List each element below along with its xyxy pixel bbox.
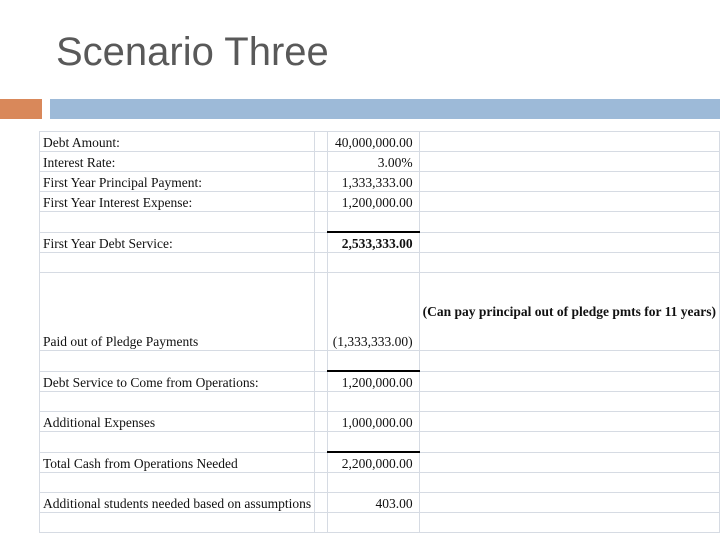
table-row: [40, 371, 720, 392]
row-note: (Can pay principal out of pledge pmts for 11 years): [419, 273, 719, 351]
table-row: [40, 273, 720, 351]
financial-table: [39, 131, 720, 533]
row-label: Debt Amount:: [40, 132, 315, 152]
table-row: [40, 253, 720, 273]
table-row: [40, 493, 720, 513]
row-value: 40,000,000.00: [327, 132, 419, 152]
table-row: [40, 232, 720, 253]
row-label: First Year Principal Payment:: [40, 172, 315, 192]
row-label: First Year Debt Service:: [40, 232, 315, 253]
row-value: 1,000,000.00: [327, 412, 419, 432]
row-label: Paid out of Pledge Payments: [40, 273, 315, 351]
table-row: [40, 473, 720, 493]
table-row: [40, 412, 720, 432]
row-label: Debt Service to Come from Operations:: [40, 371, 315, 392]
table-row: [40, 152, 720, 172]
row-value-total: 2,200,000.00: [327, 452, 419, 473]
row-label: Additional Expenses: [40, 412, 315, 432]
row-label: Total Cash from Operations Needed: [40, 452, 315, 473]
row-value: 403.00: [327, 493, 419, 513]
accent-bar-blue: [50, 99, 720, 119]
row-value: (1,333,333.00): [327, 273, 419, 351]
row-label: First Year Interest Expense:: [40, 192, 315, 212]
row-label: Interest Rate:: [40, 152, 315, 172]
table-row: [40, 513, 720, 533]
row-value: 1,333,333.00: [327, 172, 419, 192]
table-row: [40, 212, 720, 233]
table-row: [40, 192, 720, 212]
table-row: [40, 432, 720, 453]
row-value: 1,200,000.00: [327, 192, 419, 212]
row-value: 3.00%: [327, 152, 419, 172]
table-row: [40, 392, 720, 412]
table-row: [40, 452, 720, 473]
table-row: [40, 172, 720, 192]
slide-title: Scenario Three: [56, 30, 329, 74]
row-label: Additional students needed based on assumptions: [40, 493, 315, 513]
row-value-total: 2,533,333.00: [327, 232, 419, 253]
table-row: [40, 351, 720, 372]
accent-bar-orange: [0, 99, 42, 119]
row-value-total: 1,200,000.00: [327, 371, 419, 392]
table-row: [40, 132, 720, 152]
